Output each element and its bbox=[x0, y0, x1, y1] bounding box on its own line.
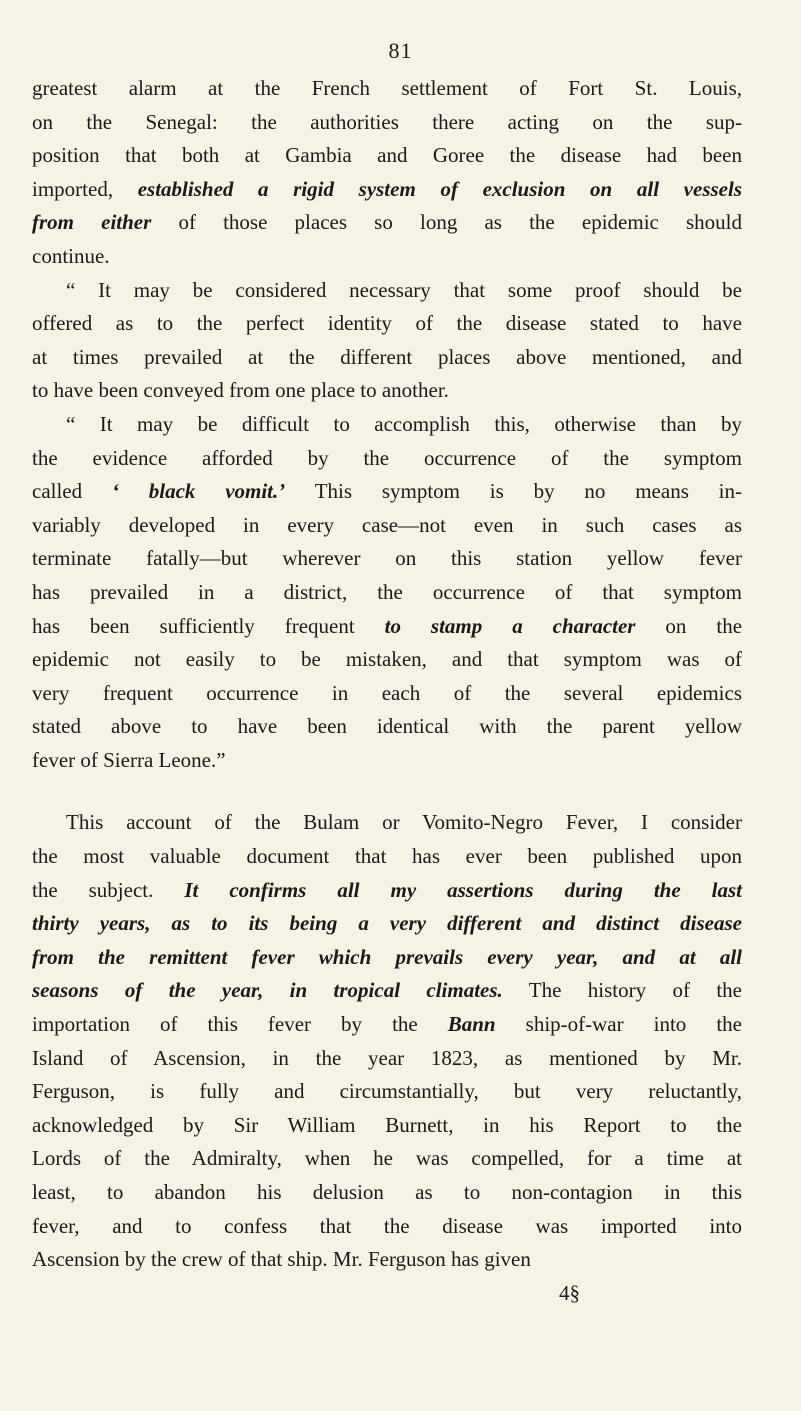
text-segment: importation of this fever by the bbox=[32, 1012, 448, 1037]
text-line bbox=[32, 907, 742, 941]
text-segment: ship-of-war into the bbox=[495, 1012, 742, 1037]
text-line bbox=[32, 1210, 742, 1244]
text-line bbox=[32, 173, 742, 207]
text-segment: This account of the Bulam or Vomito-Negro Fever, I consider bbox=[66, 810, 742, 835]
text-line bbox=[32, 274, 742, 308]
text-line bbox=[32, 806, 742, 840]
text-segment: on the bbox=[635, 613, 743, 638]
text-line bbox=[32, 341, 742, 375]
paragraph-gap bbox=[32, 777, 742, 806]
italic-text: from the remittent fever which prevails every year, and at all bbox=[32, 944, 742, 969]
text-segment: on the Senegal: the authorities there acting on the sup- bbox=[32, 109, 742, 134]
text-segment: Ascension by the crew of that ship. Mr. Ferguson has given bbox=[32, 1247, 531, 1272]
text-line bbox=[32, 307, 742, 341]
italic-text: established a rigid system of exclusion on all vessels bbox=[137, 176, 742, 201]
text-line bbox=[32, 442, 742, 476]
text-segment: Lords of the Admiralty, when he was compelled, for a time at bbox=[32, 1146, 742, 1171]
italic-text: to stamp a character bbox=[384, 613, 636, 638]
text-segment: imported, bbox=[32, 176, 138, 201]
text-segment: least, to abandon his delusion as to non-contagion in this bbox=[32, 1180, 742, 1204]
text-line bbox=[32, 1008, 742, 1042]
catchword: 4§ bbox=[559, 1280, 580, 1305]
paragraph bbox=[32, 274, 742, 408]
italic-text: Bann bbox=[447, 1012, 496, 1037]
text-line bbox=[32, 139, 742, 173]
text-segment: Ferguson, is fully and circumstantially, but very reluctantly, bbox=[32, 1079, 742, 1104]
text-segment: the evidence afforded by the occurrence of the symptom bbox=[32, 445, 742, 470]
text-line bbox=[32, 941, 742, 975]
text-segment: fever of Sierra Leone.” bbox=[32, 747, 226, 772]
text-segment: The history of the bbox=[502, 978, 742, 1003]
page-number: 81 bbox=[388, 38, 413, 63]
text-segment: the subject. bbox=[32, 877, 185, 902]
text-segment: the most valuable document that has ever been published upon bbox=[32, 844, 742, 869]
text-line bbox=[32, 840, 742, 874]
text-line bbox=[32, 710, 742, 744]
italic-text: seasons of the year, in tropical climates. bbox=[32, 978, 503, 1003]
text-line bbox=[32, 408, 742, 442]
text-segment: called bbox=[32, 479, 112, 504]
text-line bbox=[32, 1075, 742, 1109]
text-line bbox=[32, 542, 742, 576]
body-text bbox=[32, 72, 742, 1310]
text-segment: very frequent occurrence in each of the several epidemics bbox=[32, 680, 742, 705]
paragraph bbox=[32, 806, 742, 1276]
text-line bbox=[32, 1142, 742, 1176]
paragraph bbox=[32, 72, 742, 274]
text-segment: “ It may be considered necessary that some proof should be bbox=[66, 277, 742, 302]
text-line bbox=[32, 1042, 742, 1076]
text-segment: This symptom is by no means in- bbox=[285, 479, 742, 504]
paragraph bbox=[32, 408, 742, 778]
text-segment: has prevailed in a district, the occurrence of that symptom bbox=[32, 579, 742, 604]
text-segment: at times prevailed at the different places above mentioned, and bbox=[32, 344, 742, 369]
text-segment: fever, and to confess that the disease was imported into bbox=[32, 1213, 742, 1238]
text-segment: stated above to have been identical with the parent yellow bbox=[32, 714, 742, 739]
text-segment: has been sufficiently frequent bbox=[32, 613, 385, 638]
text-line bbox=[32, 72, 742, 106]
text-line bbox=[32, 874, 742, 908]
text-line bbox=[32, 576, 742, 610]
text-line bbox=[32, 974, 742, 1008]
text-segment: epidemic not easily to be mistaken, and that symptom was of bbox=[32, 647, 742, 672]
text-line bbox=[32, 610, 742, 644]
italic-text: thirty years, as to its being a very different and distinct disease bbox=[32, 911, 742, 936]
text-line bbox=[32, 1243, 742, 1277]
text-line bbox=[32, 509, 742, 543]
text-line bbox=[32, 677, 742, 711]
text-line bbox=[32, 206, 742, 240]
text-segment: “ It may be difficult to accomplish this, otherwise than by bbox=[66, 411, 742, 436]
text-segment: greatest alarm at the French settlement of Fort St. Louis, bbox=[32, 76, 742, 100]
text-segment: continue. bbox=[32, 243, 110, 268]
italic-text: ‘ black vomit.’ bbox=[111, 479, 286, 504]
text-segment: variably developed in every case—not even in such cases as bbox=[32, 512, 742, 537]
italic-text: It confirms all my assertions during the last bbox=[184, 877, 742, 902]
italic-text: from either bbox=[32, 210, 152, 235]
text-segment: terminate fatally—but wherever on this station yellow fever bbox=[32, 546, 742, 571]
text-line bbox=[32, 744, 742, 778]
text-segment: to have been conveyed from one place to another. bbox=[32, 378, 449, 403]
text-segment: position that both at Gambia and Goree the disease had been bbox=[32, 143, 742, 168]
text-line bbox=[32, 374, 742, 408]
text-segment: of those places so long as the epidemic should bbox=[151, 210, 742, 235]
text-line bbox=[32, 1109, 742, 1143]
text-line bbox=[32, 643, 742, 677]
text-line bbox=[32, 106, 742, 140]
text-segment: offered as to the perfect identity of the disease stated to have bbox=[32, 311, 742, 336]
text-line bbox=[32, 475, 742, 509]
text-segment: acknowledged by Sir William Burnett, in his Report to the bbox=[32, 1112, 742, 1137]
text-line bbox=[32, 1176, 742, 1210]
text-segment: Island of Ascension, in the year 1823, as mentioned by Mr. bbox=[32, 1045, 742, 1070]
text-line bbox=[32, 240, 742, 274]
